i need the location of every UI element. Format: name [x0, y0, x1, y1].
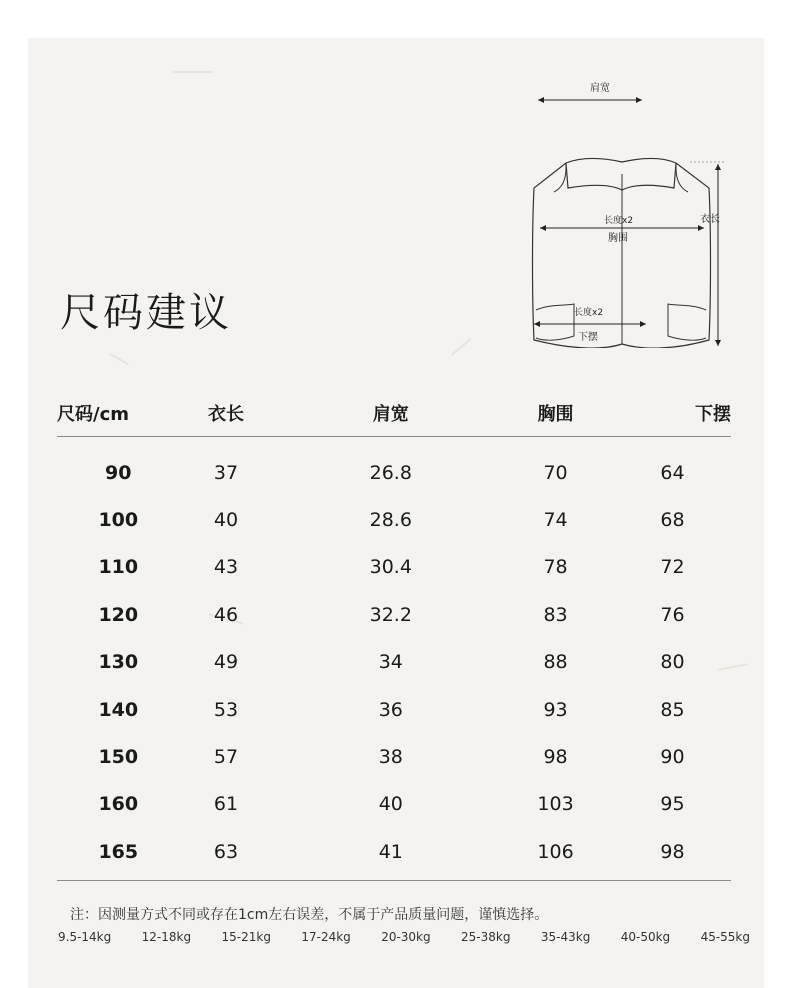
shoulder-cell: 34 [378, 651, 403, 674]
hem-cell: 80 [660, 651, 685, 674]
shoulder-cell: 30.4 [369, 556, 412, 579]
size-cell: 90 [105, 461, 132, 484]
table-row [57, 828, 731, 875]
header-length: 衣长 [168, 390, 285, 437]
chest-sub-label: 长度x2 [604, 216, 634, 226]
length-cell: 49 [213, 651, 239, 674]
disclaimer-note: 注：因测量方式不同或存在1cm左右误差，不属于产品质量问题，谨慎选择。 [70, 907, 549, 923]
header-shoulder: 肩宽 [284, 390, 497, 437]
shoulder-cell: 32.2 [369, 603, 412, 626]
size-cell: 120 [98, 603, 139, 626]
length-cell: 63 [213, 840, 239, 863]
weight-range: 15-21kg [221, 930, 271, 944]
chest-cell: 106 [537, 840, 574, 863]
chest-cell: 78 [543, 556, 568, 579]
length-cell: 46 [213, 603, 239, 626]
size-cell: 140 [98, 698, 139, 721]
table-row [57, 437, 731, 497]
hem-cell: 64 [660, 461, 685, 484]
header-size: 尺码/cm [57, 390, 168, 437]
hem-sub-label: 长度x2 [574, 308, 604, 318]
size-cell: 165 [98, 840, 139, 863]
weight-range: 25-38kg [461, 930, 511, 944]
table-row [57, 686, 731, 733]
table-row [57, 496, 731, 543]
weight-range: 12-18kg [141, 930, 192, 944]
hem-cell: 72 [660, 556, 685, 579]
length-label-box [698, 208, 738, 228]
size-cell: 130 [98, 651, 139, 674]
chest-cell: 74 [543, 509, 568, 532]
chest-cell: 93 [543, 698, 568, 721]
page-title: 尺码建议 [60, 290, 232, 336]
size-table [57, 390, 731, 876]
weight-range: 45-55kg [700, 930, 750, 944]
hem-cell: 95 [660, 793, 685, 816]
shoulder-cell: 28.6 [369, 509, 412, 532]
paper-texture [450, 338, 471, 356]
chest-cell: 103 [537, 793, 574, 816]
table-row [57, 639, 731, 686]
hem-cell: 85 [660, 698, 685, 721]
paper-texture [109, 353, 129, 366]
weight-range: 20-30kg [381, 930, 431, 944]
size-cell: 110 [98, 556, 139, 579]
chest-label: 胸围 [608, 233, 628, 244]
shoulder-cell: 36 [378, 698, 403, 721]
size-guide-card [28, 38, 764, 988]
table-row [57, 544, 731, 591]
weight-range: 40-50kg [620, 930, 671, 944]
size-cell: 160 [98, 793, 139, 816]
weight-range: 17-24kg [301, 930, 351, 944]
chest-cell: 98 [543, 746, 568, 769]
table-row [57, 591, 731, 638]
length-cell: 43 [213, 556, 239, 579]
shoulder-label: 肩宽 [590, 83, 610, 94]
weight-range: 9.5-14kg [58, 930, 112, 944]
table-row [57, 781, 731, 828]
hem-cell: 90 [660, 746, 685, 769]
length-cell: 37 [213, 461, 239, 484]
weight-range-row [0, 930, 790, 960]
shoulder-cell: 40 [378, 793, 403, 816]
size-cell: 100 [98, 509, 139, 532]
hem-cell: 98 [660, 840, 685, 863]
hem-cell: 76 [660, 603, 685, 626]
hem-label: 下摆 [578, 332, 598, 343]
header-hem: 下摆 [614, 390, 731, 437]
paper-texture [173, 71, 213, 73]
weight-range: 35-43kg [540, 930, 591, 944]
chest-cell: 88 [543, 651, 568, 674]
chest-cell: 83 [543, 603, 568, 626]
length-cell: 57 [213, 746, 239, 769]
table-header-row [57, 390, 731, 437]
length-cell: 61 [213, 793, 239, 816]
table-row [57, 733, 731, 780]
hem-measure [528, 304, 658, 352]
size-cell: 150 [98, 746, 139, 769]
length-cell: 53 [213, 698, 239, 721]
hem-cell: 68 [660, 509, 685, 532]
length-label: 衣长 [700, 214, 720, 225]
chest-cell: 70 [543, 461, 568, 484]
table-bottom-divider [57, 880, 731, 881]
shoulder-cell: 41 [378, 840, 403, 863]
header-chest: 胸围 [497, 390, 614, 437]
shoulder-cell: 26.8 [369, 461, 412, 484]
length-cell: 40 [213, 509, 239, 532]
shoulder-cell: 38 [378, 746, 403, 769]
